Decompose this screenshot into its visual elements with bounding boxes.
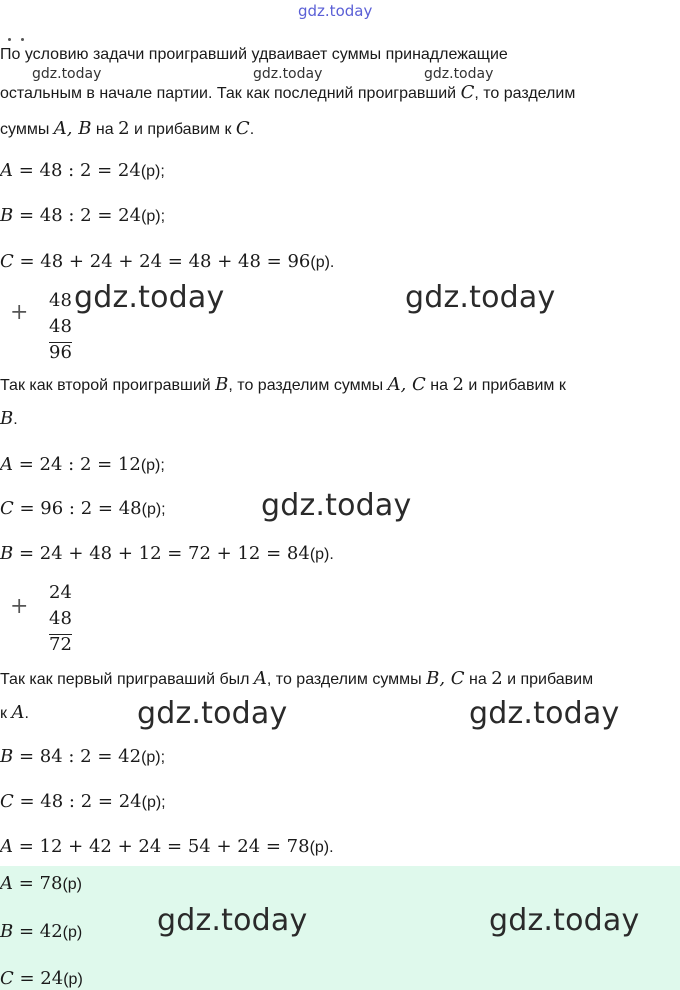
paragraph-2-line-1: Так как второй проигравший B, то разделим суммы A, C на 2 и прибавим к [0, 374, 566, 395]
watermark-small-1: gdz.today [32, 66, 102, 82]
equation-c-step2: C = 96 : 2 = 48(р); [0, 498, 166, 519]
column-plus-sign-1: + [10, 300, 29, 325]
watermark-small-2: gdz.today [253, 66, 323, 82]
answer-b: B = 42(р) [0, 921, 83, 942]
watermark-large-4: gdz.today [137, 696, 288, 731]
answer-a: A = 78(р) [0, 873, 82, 894]
equation-a-step2: A = 24 : 2 = 12(р); [0, 454, 165, 475]
intro-line-1: По условию задачи проигравший удваивает суммы принадлежащие [0, 46, 508, 63]
column-sum-2: 72 [49, 634, 72, 655]
cropped-line-fragment [8, 28, 48, 32]
watermark-top: gdz.today [298, 2, 373, 20]
intro-line-2: остальным в начале партии. Так как последний проигравший C, то разделим [0, 82, 576, 103]
equation-c-step1: C = 48 + 24 + 24 = 48 + 48 = 96(р). [0, 251, 335, 272]
equation-a-step1: A = 48 : 2 = 24(р); [0, 160, 165, 181]
column-sum-1: 96 [49, 342, 72, 363]
answer-c: C = 24(р) [0, 968, 83, 989]
watermark-large-3: gdz.today [261, 488, 412, 523]
column-plus-sign-2: + [10, 594, 29, 619]
paragraph-3-line-1: Так как первый приграваший был A, то разделим суммы B, C на 2 и прибавим [0, 668, 594, 689]
column-addend-1a: 48 [49, 290, 72, 311]
equation-b-step3: B = 84 : 2 = 42(р); [0, 746, 166, 767]
watermark-large-7: gdz.today [489, 903, 640, 938]
watermark-large-2: gdz.today [405, 280, 556, 315]
watermark-large-6: gdz.today [157, 903, 308, 938]
intro-line-3: суммы A, B на 2 и прибавим к C. [0, 118, 255, 139]
column-addend-1b: 48 [49, 316, 72, 337]
column-addend-2b: 48 [49, 608, 72, 629]
equation-c-step3: C = 48 : 2 = 24(р); [0, 791, 166, 812]
column-addend-2a: 24 [49, 582, 72, 603]
equation-b-step1: B = 48 : 2 = 24(р); [0, 205, 166, 226]
equation-b-step2: B = 24 + 48 + 12 = 72 + 12 = 84(р). [0, 543, 334, 564]
paragraph-2-line-2: B. [0, 408, 18, 429]
watermark-large-1: gdz.today [74, 280, 225, 315]
watermark-small-3: gdz.today [424, 66, 494, 82]
equation-a-step3: A = 12 + 42 + 24 = 54 + 24 = 78(р). [0, 836, 334, 857]
watermark-large-5: gdz.today [469, 696, 620, 731]
paragraph-3-line-2: к A. [0, 702, 29, 723]
